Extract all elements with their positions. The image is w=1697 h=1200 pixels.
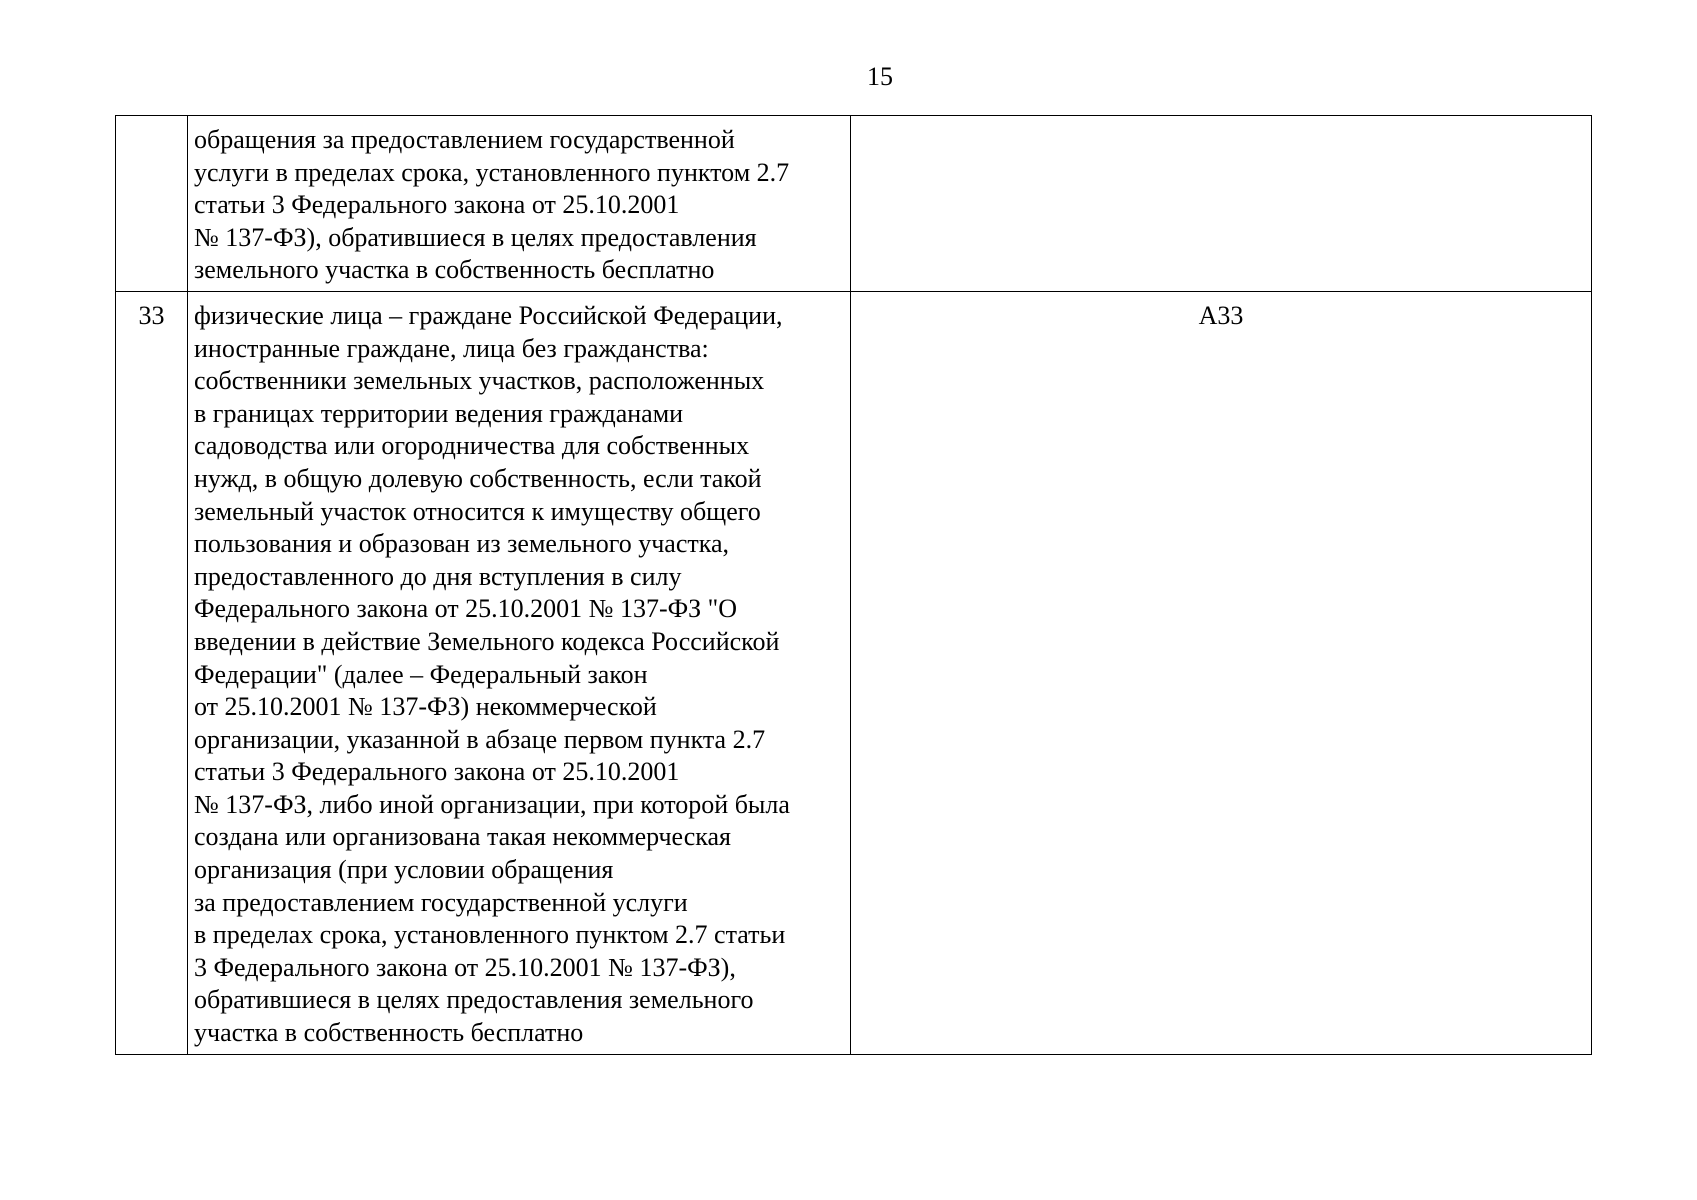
description-cell: [188, 116, 851, 292]
description-line: организация (при условии обращения: [194, 855, 614, 885]
description-line: организации, указанной в абзаце первом пункта 2.7: [194, 724, 766, 754]
description-line: физические лица – граждане Российской Федерации,: [194, 300, 783, 330]
description-line: в границах территории ведения гражданами: [194, 398, 684, 428]
row-number-cell: [116, 116, 188, 292]
description-line: земельный участок относится к имуществу общего: [194, 496, 761, 526]
description-line: Федерации" (далее – Федеральный закон: [194, 659, 648, 689]
table-row: [116, 116, 1592, 292]
row-number-cell: 33: [116, 291, 188, 1054]
description-line: Федерального закона от 25.10.2001 № 137-ФЗ "О: [194, 594, 738, 624]
description-line: иностранные граждане, лица без гражданства:: [194, 333, 709, 363]
description-line: земельного участка в собственность бесплатно: [194, 255, 715, 285]
description-line: обращения за предоставлением государственной: [194, 125, 735, 154]
code-cell: А33: [851, 291, 1592, 1054]
description-line: садоводства или огородничества для собственных: [194, 431, 750, 461]
description-line: обратившиеся в целях предоставления земельного: [194, 985, 754, 1015]
description-line: создана или организована такая некоммерческая: [194, 822, 732, 852]
description-cell: [188, 291, 851, 1054]
description-line: в пределах срока, установленного пунктом 2.7 статьи: [194, 920, 786, 950]
table-row: [116, 291, 1592, 1054]
description-line: услуги в пределах срока, установленного пунктом 2.7: [194, 157, 790, 187]
description-line: 3 Федерального закона от 25.10.2001 № 137-ФЗ),: [194, 952, 736, 982]
description-line: статьи 3 Федерального закона от 25.10.2001: [194, 190, 680, 220]
description-line: введении в действие Земельного кодекса Российской: [194, 626, 780, 656]
description-line: предоставленного до дня вступления в силу: [194, 561, 682, 591]
description-line: пользования и образован из земельного участка,: [194, 529, 730, 559]
description-line: статьи 3 Федерального закона от 25.10.2001: [194, 757, 680, 787]
description-line: нужд, в общую долевую собственность, если такой: [194, 463, 762, 493]
description-line: от 25.10.2001 № 137-ФЗ) некоммерческой: [194, 692, 657, 722]
page-number: 15: [867, 62, 893, 91]
description-line: № 137-ФЗ), обратившиеся в целях предоставления: [194, 222, 757, 252]
applicants-table: [115, 115, 1592, 1055]
code-cell: [851, 116, 1592, 292]
description-line: за предоставлением государственной услуги: [194, 887, 688, 917]
description-line: участка в собственность бесплатно: [194, 1018, 584, 1048]
description-line: собственники земельных участков, расположенных: [194, 366, 765, 396]
description-line: № 137-ФЗ, либо иной организации, при которой была: [194, 789, 790, 819]
